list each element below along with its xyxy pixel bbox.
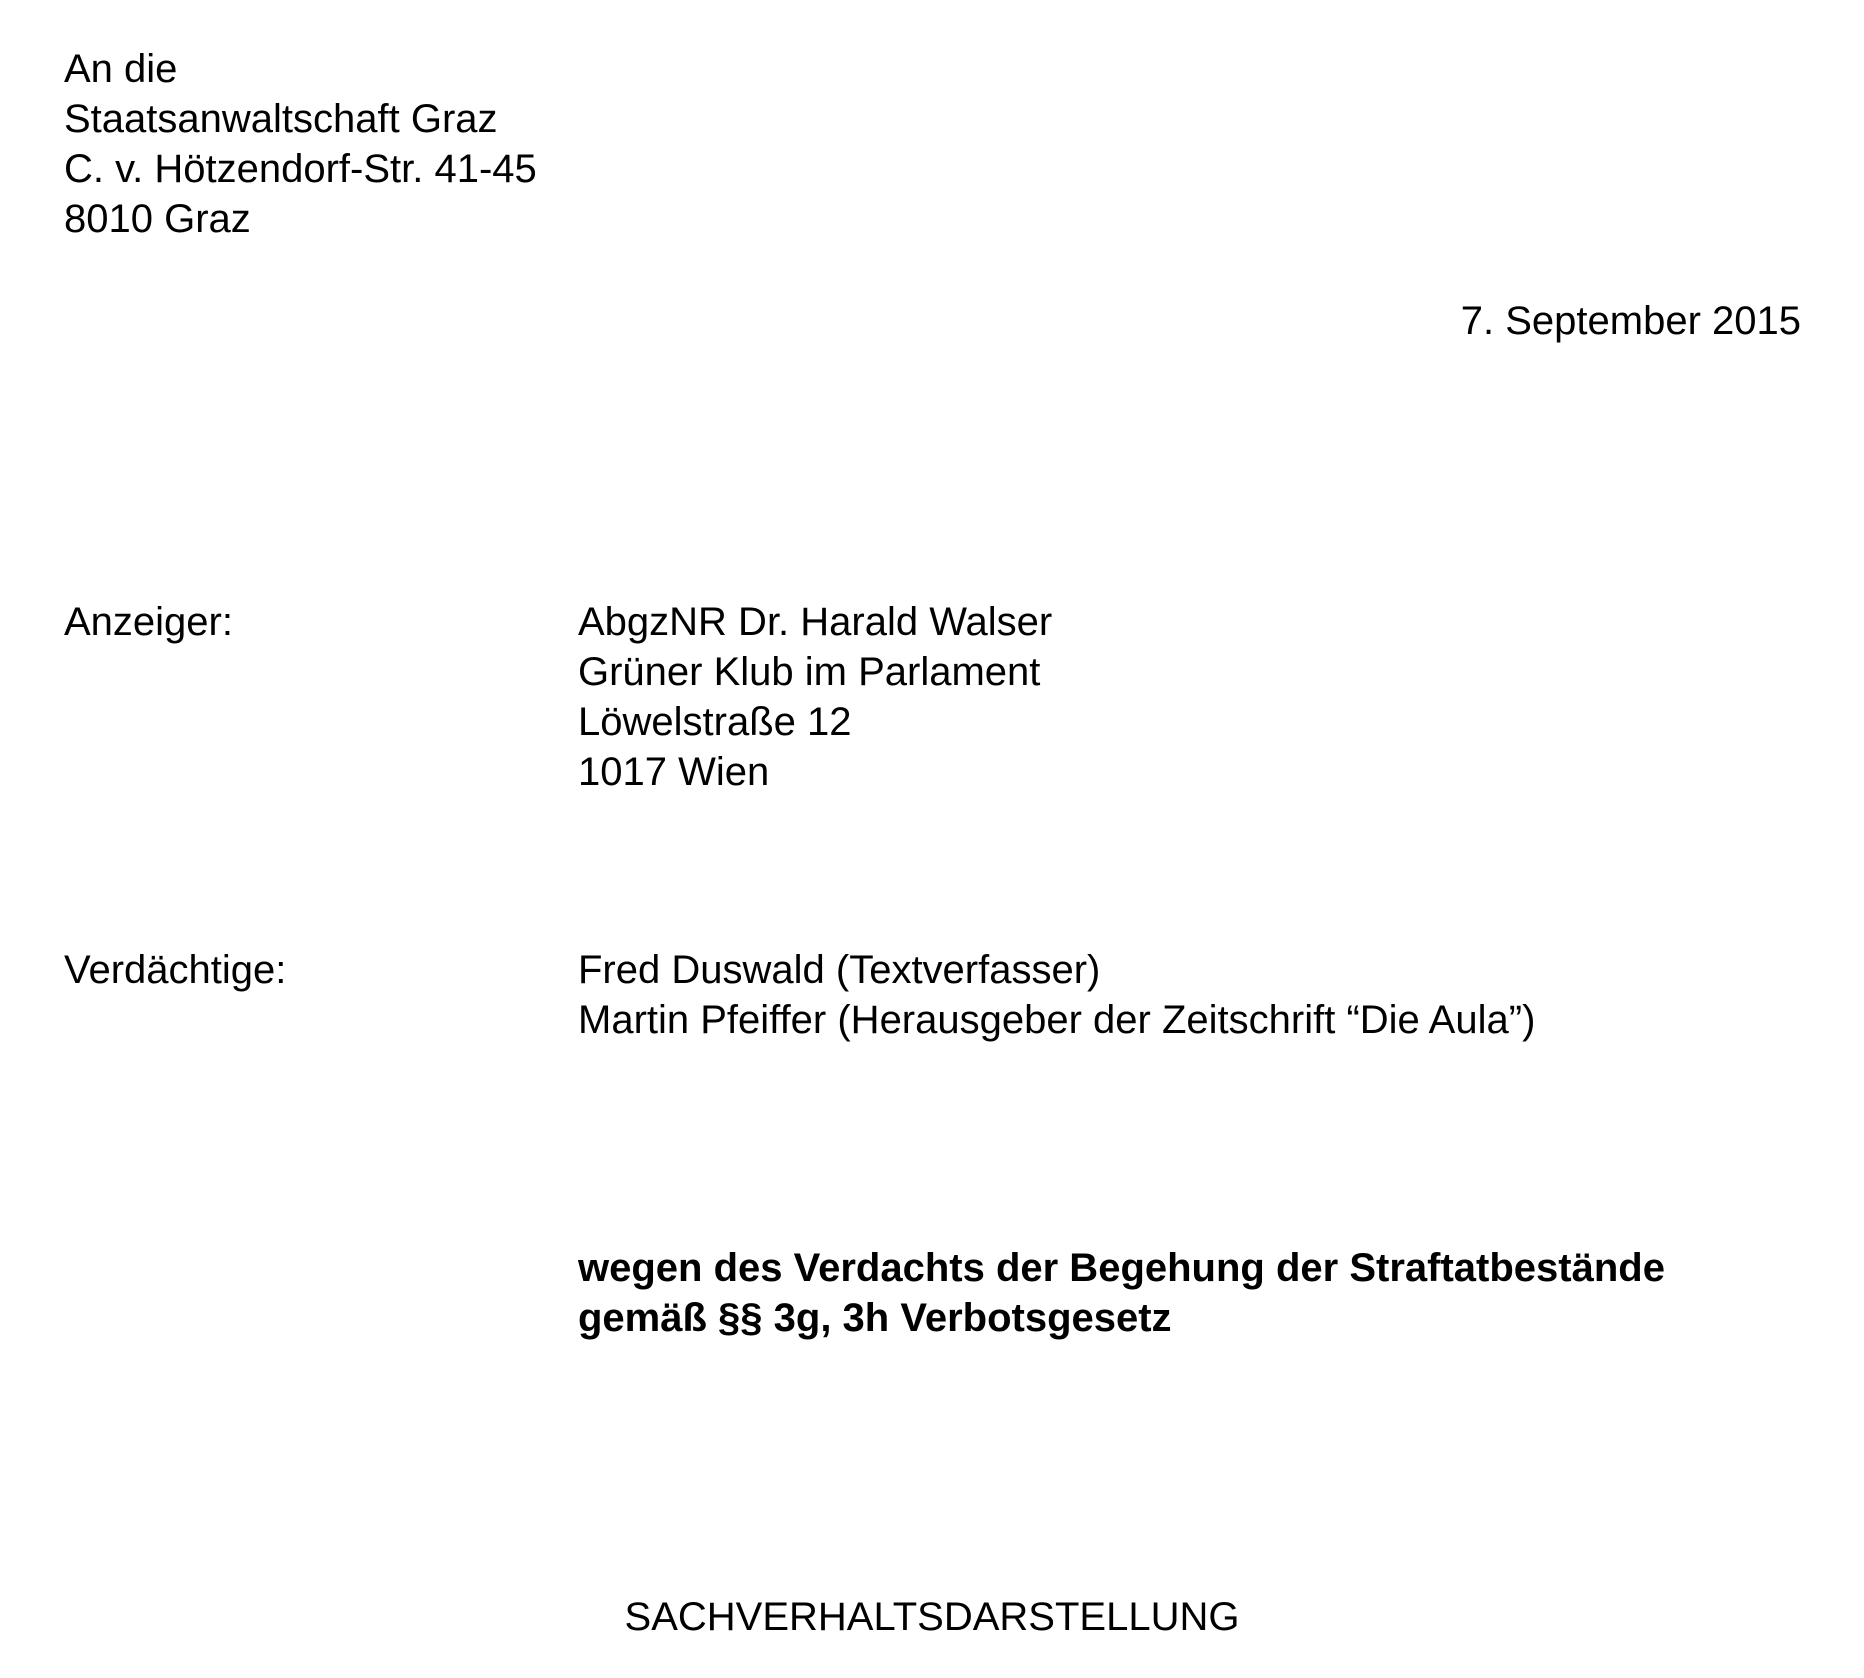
anzeiger-line: Löwelstraße 12: [578, 700, 852, 744]
document-heading: SACHVERHALTSDARSTELLUNG: [624, 1595, 1240, 1639]
anzeiger-label: Anzeiger:: [64, 600, 233, 644]
subject-line: wegen des Verdachts der Begehung der Straftatbestände: [578, 1246, 1665, 1290]
subject-statement: [578, 1243, 1665, 1343]
verdaechtige-label: Verdächtige:: [64, 948, 287, 992]
recipient-line: C. v. Hötzendorf-Str. 41-45: [64, 147, 537, 191]
subject-line: gemäß §§ 3g, 3h Verbotsgesetz: [578, 1296, 1172, 1340]
letter-date: 7. September 2015: [1460, 299, 1801, 343]
recipient-line: Staatsanwaltschaft Graz: [64, 97, 498, 141]
anzeiger-line: 1017 Wien: [578, 750, 770, 794]
verdaechtige-details: [578, 945, 1535, 1045]
recipient-line: An die: [64, 47, 178, 91]
anzeiger-line: AbgzNR Dr. Harald Walser: [578, 600, 1053, 644]
recipient-address: [64, 44, 537, 244]
recipient-line: 8010 Graz: [64, 197, 251, 241]
verdaechtige-line: Martin Pfeiffer (Herausgeber der Zeitschrift “Die Aula”): [578, 998, 1536, 1042]
anzeiger-details: [578, 597, 1052, 797]
anzeiger-line: Grüner Klub im Parlament: [578, 650, 1041, 694]
verdaechtige-line: Fred Duswald (Textverfasser): [578, 948, 1101, 992]
